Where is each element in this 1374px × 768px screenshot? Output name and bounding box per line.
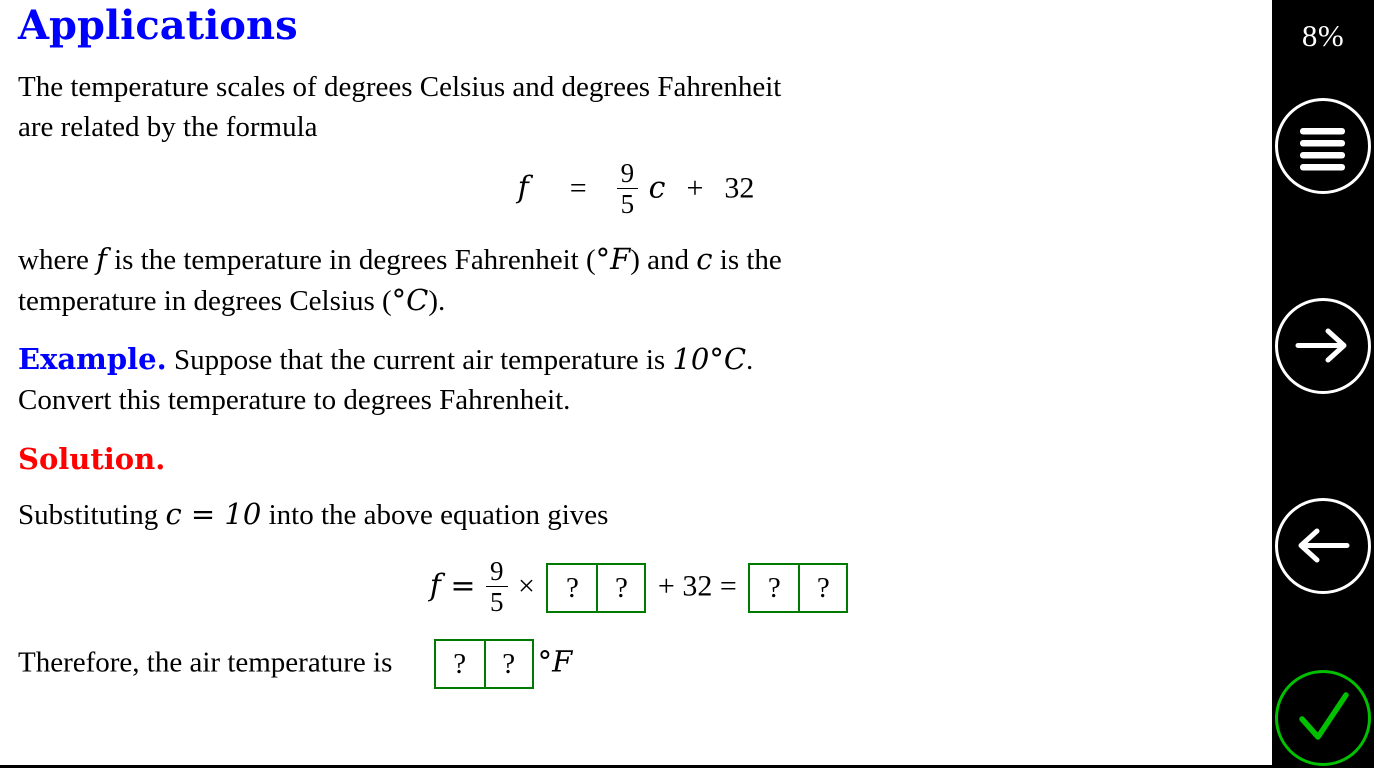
where-text-c: ) and [630, 243, 697, 276]
answer-equation-times: × [518, 569, 535, 603]
formula-fraction-denominator: 5 [620, 189, 635, 220]
answer-equation-fraction [486, 557, 508, 617]
arrow-left-icon [1278, 501, 1367, 590]
formula-variable: c [648, 170, 666, 206]
where-var-f: f [96, 241, 107, 276]
answer-box-group-3[interactable] [434, 639, 534, 689]
arrow-right-icon [1278, 301, 1367, 390]
answer-equation-lhs: f = [429, 568, 476, 604]
where-var-c: c [696, 241, 713, 276]
answer-input-5[interactable]: ? [436, 641, 484, 687]
previous-button[interactable] [1275, 498, 1371, 594]
formula-fraction [617, 159, 639, 219]
intro-line-2: are related by the formula [18, 111, 318, 144]
check-answer-button[interactable] [1275, 670, 1371, 766]
answer-input-2[interactable]: ? [596, 565, 644, 611]
intro-paragraph [18, 67, 1254, 147]
example-value: 10°C [672, 341, 747, 376]
where-text-e: temperature in degrees Celsius ( [18, 284, 392, 317]
example-paragraph [18, 339, 1254, 420]
where-text-b: is the temperature in degrees Fahrenheit ( [106, 243, 596, 276]
answer-box-group-2[interactable] [748, 563, 848, 613]
therefore-paragraph [18, 640, 1254, 690]
therefore-text: Therefore, the air temperature is [18, 647, 393, 680]
answer-input-3[interactable]: ? [750, 565, 798, 611]
where-text-f: ). [428, 284, 446, 317]
formula-equals: = [569, 171, 587, 205]
substituting-text-b: into the above equation gives [261, 498, 609, 531]
menu-button[interactable] [1275, 98, 1371, 194]
formula-lhs: f [517, 170, 529, 206]
example-text-b: . [746, 343, 754, 376]
progress-label: 8% [1301, 18, 1345, 53]
menu-icon [1278, 101, 1367, 190]
answer-equation-plus32: + 32 = [657, 569, 737, 603]
solution-label: Solution. [18, 441, 166, 476]
page-title: Applications [18, 2, 298, 49]
substituting-text-a: Substituting [18, 498, 166, 531]
formula-plus: + [686, 171, 704, 205]
answer-fraction-denominator: 5 [490, 587, 504, 618]
answer-fraction-numerator: 9 [490, 555, 504, 586]
where-paragraph [18, 239, 1254, 321]
answer-input-6[interactable]: ? [484, 641, 532, 687]
answer-equation [18, 555, 1254, 619]
where-text-a: where [18, 243, 97, 276]
formula-display [18, 158, 1254, 221]
answer-box-group-1[interactable] [546, 563, 646, 613]
substituting-paragraph [18, 494, 1254, 535]
example-line-2: Convert this temperature to degrees Fahrenheit. [18, 383, 571, 416]
where-text-d: is the [712, 243, 782, 276]
formula-constant: 32 [724, 171, 755, 205]
answer-input-4[interactable]: ? [798, 565, 846, 611]
checkmark-icon [1278, 673, 1367, 762]
example-label: Example. [18, 341, 167, 376]
unit-fahrenheit: °F [595, 241, 631, 276]
sidebar [1272, 0, 1374, 765]
example-text-a: Suppose that the current air temperature is [166, 343, 673, 376]
solution-heading [18, 442, 1254, 476]
unit-celsius: °C [391, 282, 429, 317]
therefore-unit: °F [537, 645, 573, 680]
intro-line-1: The temperature scales of degrees Celsius and degrees Fahrenheit [18, 71, 782, 103]
answer-input-1[interactable]: ? [548, 565, 596, 611]
substituting-equation: c = 10 [165, 496, 262, 531]
next-button[interactable] [1275, 298, 1371, 394]
formula-fraction-numerator: 9 [620, 158, 635, 189]
